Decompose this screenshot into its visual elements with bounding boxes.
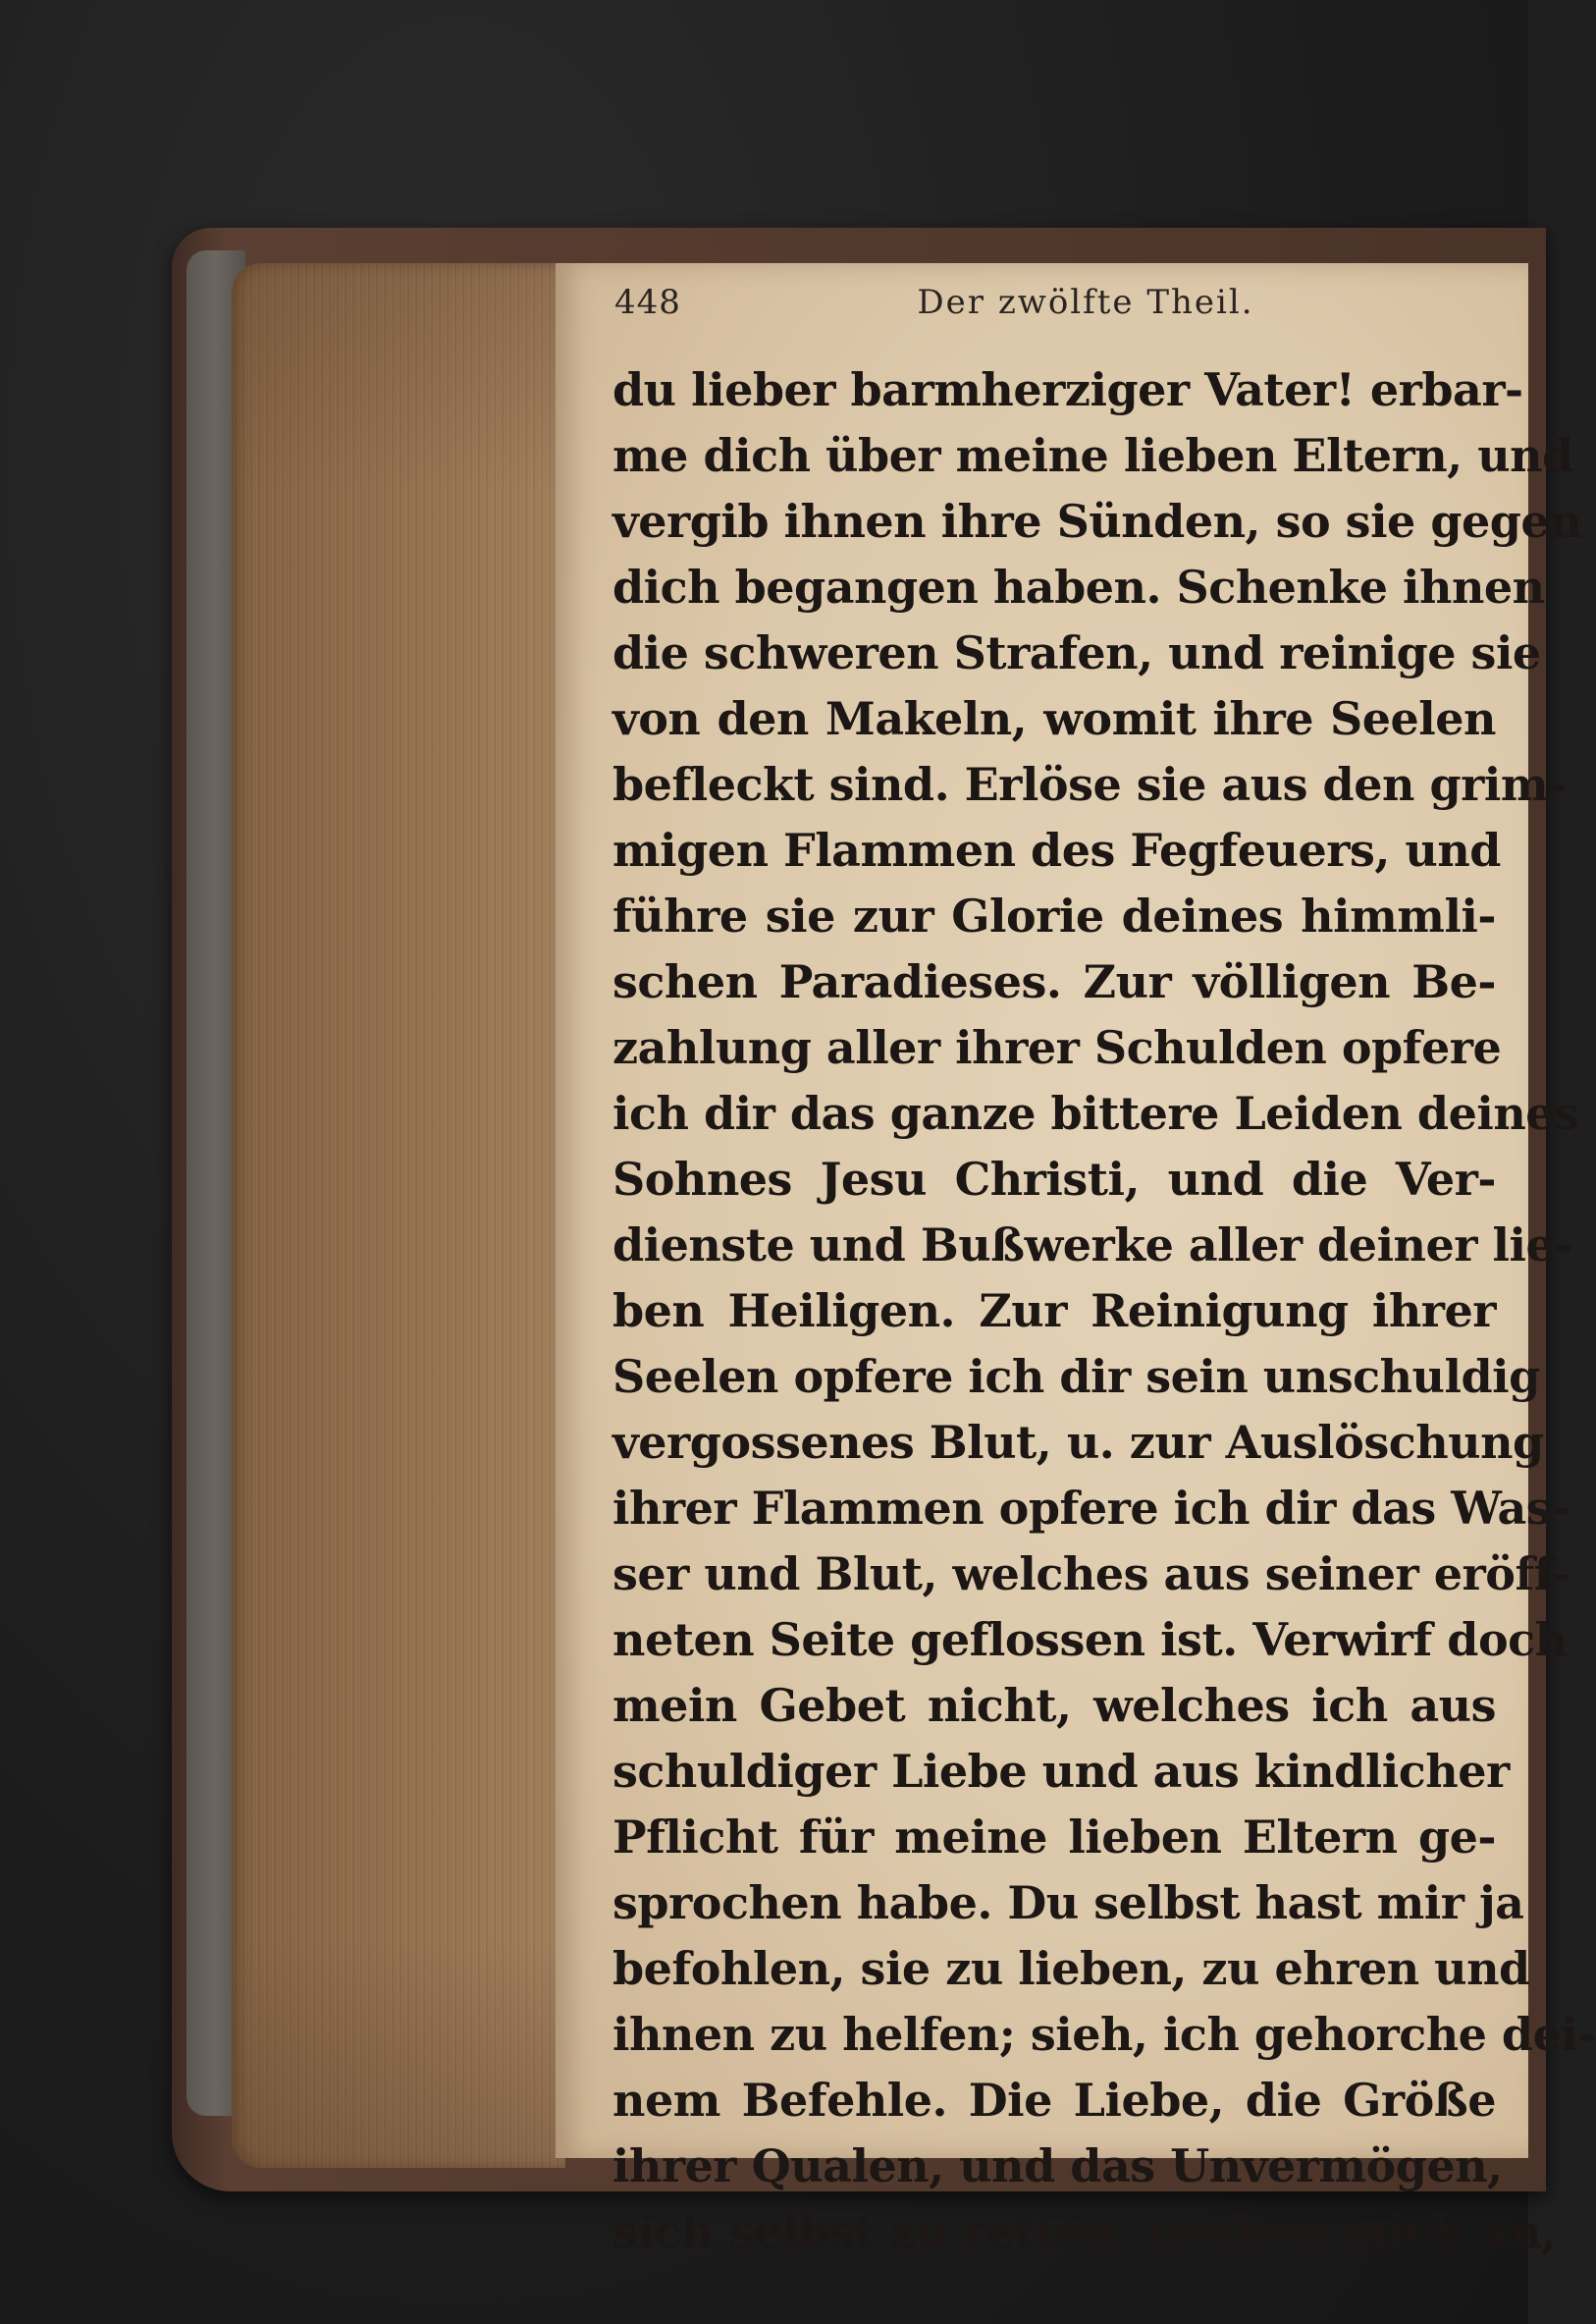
- text-line: du lieber barmherziger Vater! erbar-: [612, 363, 1523, 416]
- text-line: me dich über meine lieben Eltern, und: [612, 429, 1573, 482]
- text-line: ich dir das ganze bittere Leiden deines: [612, 1087, 1579, 1140]
- page-number: 448: [614, 283, 681, 322]
- text-line: migen Flammen des Fegfeuers, und: [612, 824, 1501, 877]
- text-line: zahlung aller ihrer Schulden opfere: [612, 1021, 1502, 1074]
- text-line: ihrer Flammen opfere ich dir das Was-: [612, 1482, 1569, 1535]
- text-line: von den Makeln, womit ihre Seelen: [612, 692, 1496, 745]
- text-line: befleckt sind. Erlöse sie aus den grim-: [612, 758, 1567, 811]
- text-line: sprochen habe. Du selbst hast mir ja: [612, 1876, 1524, 1929]
- text-line: führe sie zur Glorie deines himmli-: [612, 890, 1496, 943]
- text-line: ser und Blut, welches aus seiner eröff-: [612, 1547, 1570, 1600]
- text-line: vergib ihnen ihre Sünden, so sie gegen: [612, 495, 1582, 548]
- text-line: befohlen, sie zu lieben, zu ehren und: [612, 1942, 1530, 1995]
- text-line: die schweren Strafen, und reinige sie: [612, 626, 1541, 679]
- text-line: dich begangen haben. Schenke ihnen: [612, 561, 1545, 614]
- text-line: ihnen zu helfen; sieh, ich gehorche dei-: [612, 2008, 1596, 2061]
- text-line: neten Seite geflossen ist. Verwirf doch: [612, 1613, 1568, 1666]
- text-line: Seelen opfere ich dir sein unschuldig: [612, 1350, 1540, 1403]
- page-header: [614, 283, 1459, 332]
- text-line: nem Befehle. Die Liebe, die Größe: [612, 2074, 1496, 2127]
- text-line: vergossenes Blut, u. zur Auslöschung: [612, 1416, 1544, 1469]
- text-line: mein Gebet nicht, welches ich aus: [612, 1679, 1496, 1732]
- body-text: [612, 357, 1596, 2265]
- text-line: dienste und Bußwerke aller deiner lie-: [612, 1218, 1572, 1271]
- text-line: sich selbst zu retten, treiben mich an,: [612, 2205, 1557, 2258]
- text-line: schen Paradieses. Zur völligen Be-: [612, 955, 1496, 1008]
- book-page: [556, 263, 1596, 2258]
- text-line: Pflicht für meine lieben Eltern ge-: [612, 1811, 1496, 1864]
- running-head: Der zwölfte Theil.: [917, 283, 1254, 322]
- text-line: ihrer Qualen, und das Unvermögen,: [612, 2139, 1503, 2192]
- text-line: ben Heiligen. Zur Reinigung ihrer: [612, 1284, 1496, 1337]
- text-line: Sohnes Jesu Christi, und die Ver-: [612, 1153, 1496, 1206]
- page-edges: [232, 263, 565, 2168]
- text-line: schuldiger Liebe und aus kindlicher: [612, 1745, 1510, 1798]
